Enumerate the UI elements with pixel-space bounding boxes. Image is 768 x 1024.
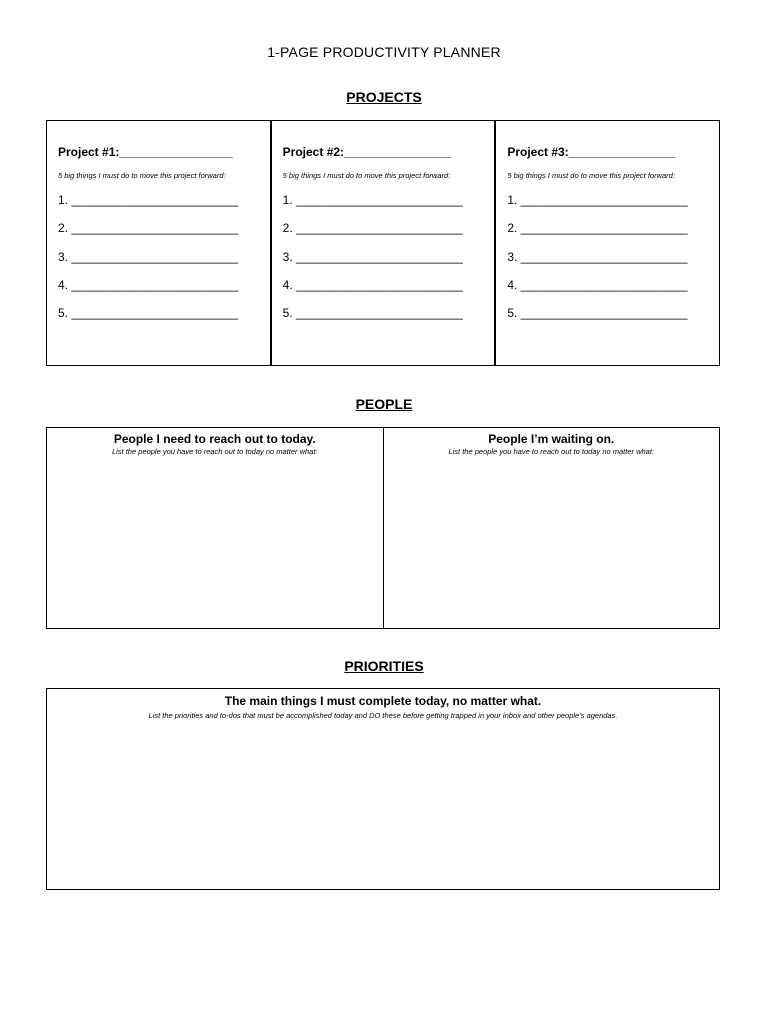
people-column-instructions: List the people you have to reach out to today no matter what: [111, 447, 318, 456]
priorities-box[interactable] [46, 688, 720, 890]
project-instructions: 5 big things I must do to move this project forward: [58, 171, 226, 180]
project-task-line[interactable]: 1. _________________________ [58, 193, 239, 207]
priorities-heading: PRIORITIES [344, 658, 424, 674]
project-task-line[interactable]: 3. _________________________ [58, 249, 239, 264]
project-task-line[interactable]: 2. _________________________ [282, 221, 463, 236]
page-title: 1-PAGE PRODUCTIVITY PLANNER [267, 44, 501, 60]
project-column-1 [47, 121, 270, 365]
project-title[interactable]: Project #2:________________ [282, 145, 451, 159]
people-heading: PEOPLE [355, 396, 413, 412]
project-task-line[interactable]: 4. _________________________ [58, 277, 239, 292]
project-column-3 [494, 121, 719, 365]
project-task-line[interactable]: 5. _________________________ [58, 306, 239, 321]
project-instructions: 5 big things I must do to move this project forward: [282, 171, 451, 180]
project-task-line[interactable]: 1. _________________________ [282, 193, 463, 207]
priorities-title: The main things I must complete today, no matter what. [224, 694, 542, 708]
project-instructions: 5 big things I must do to move this project forward: [507, 171, 675, 180]
people-column-title: People I’m waiting on. [488, 432, 615, 446]
project-task-line[interactable]: 5. _________________________ [507, 306, 688, 321]
project-task-line[interactable]: 4. _________________________ [282, 277, 463, 292]
project-task-line[interactable]: 2. _________________________ [507, 221, 688, 236]
project-task-line[interactable]: 5. _________________________ [282, 306, 463, 321]
project-title[interactable]: Project #3:________________ [507, 145, 676, 159]
people-column-title: People I need to reach out to today. [113, 432, 316, 446]
project-task-line[interactable]: 2. _________________________ [58, 221, 239, 236]
project-task-line[interactable]: 3. _________________________ [507, 249, 688, 264]
projects-heading: PROJECTS [346, 89, 422, 105]
project-task-line[interactable]: 3. _________________________ [282, 249, 463, 264]
project-task-line[interactable]: 4. _________________________ [507, 277, 688, 292]
project-column-2 [270, 121, 495, 365]
people-reach-out-column[interactable] [47, 428, 383, 628]
priorities-instructions: List the priorities and to-dos that must be accomplished today and DO these before getting trapped in your inbox and other people’s agendas. [148, 711, 618, 720]
people-waiting-on-column[interactable] [383, 428, 720, 628]
people-table [46, 427, 720, 629]
people-column-instructions: List the people you have to reach out to today no matter what: [448, 447, 655, 456]
projects-table [46, 120, 720, 366]
project-title[interactable]: Project #1:_________________ [58, 145, 233, 159]
project-task-line[interactable]: 1. _________________________ [507, 193, 688, 207]
